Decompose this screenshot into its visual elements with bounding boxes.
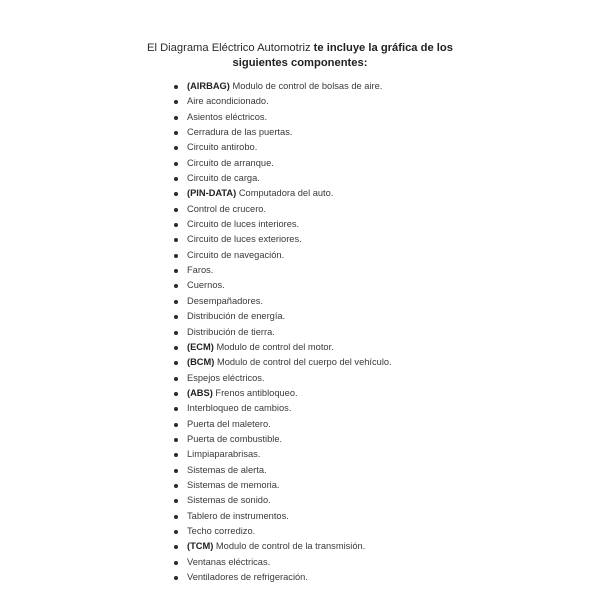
item-text: Faros. [187,265,214,276]
list-item [174,570,392,585]
list-item [174,232,392,247]
list-item [174,371,392,386]
bullet-icon [174,515,178,519]
bullet-icon [174,484,178,488]
item-text: Circuito de arranque. [187,157,274,168]
bullet-icon [174,377,178,381]
list-item [174,447,392,462]
component-list [174,79,392,585]
list-item [174,140,392,155]
heading-prefix: El Diagrama Eléctrico Automotriz [147,42,314,54]
list-item [174,248,392,263]
item-text: Computadora del auto. [236,188,334,199]
bullet-icon [174,162,178,166]
list-item [174,171,392,186]
list-item [174,417,392,432]
item-text: Interbloqueo de cambios. [187,403,292,414]
list-item [174,186,392,201]
item-text: Tablero de instrumentos. [187,510,289,521]
bullet-icon [174,269,178,273]
bullet-icon [174,284,178,288]
item-text: Ventanas eléctricas. [187,556,271,567]
bullet-icon [174,254,178,258]
item-text: Puerta del maletero. [187,418,271,429]
item-tag: (BCM) [187,357,215,368]
intro-heading [120,41,480,71]
list-item [174,278,392,293]
list-item [174,355,392,370]
list-item [174,432,392,447]
bullet-icon [174,146,178,150]
item-text: Aire acondicionado. [187,96,269,107]
bullet-icon [174,530,178,534]
item-text: Circuito de navegación. [187,249,285,260]
bullet-icon [174,438,178,442]
item-text: Control de crucero. [187,203,267,214]
list-item [174,478,392,493]
item-text: Modulo de control del cuerpo del vehículo. [214,357,392,368]
list-item [174,539,392,554]
item-text: Desempañadores. [187,295,263,306]
bullet-icon [174,453,178,457]
item-text: Techo corredizo. [187,525,256,536]
list-item [174,202,392,217]
item-tag: (TCM) [187,541,214,552]
item-text: Frenos antibloqueo. [212,387,298,398]
list-item [174,156,392,171]
list-item [174,79,392,94]
list-item [174,294,392,309]
item-text: Circuito de luces interiores. [187,219,300,230]
bullet-icon [174,85,178,89]
bullet-icon [174,116,178,120]
item-text: Modulo de control de bolsas de aire. [229,81,383,91]
bullet-icon [174,561,178,565]
item-text: Espejos eléctricos. [187,372,265,383]
list-item [174,509,392,524]
list-item [174,325,392,340]
bullet-icon [174,361,178,365]
item-text: Circuito de carga. [187,173,260,184]
item-text: Distribución de energía. [187,311,286,322]
item-text: Asientos eléctricos. [187,111,268,122]
bullet-icon [174,576,178,580]
bullet-icon [174,423,178,427]
list-item [174,217,392,232]
bullet-icon [174,177,178,181]
bullet-icon [174,331,178,335]
list-item [174,263,392,278]
list-item [174,493,392,508]
bullet-icon [174,223,178,227]
bullet-icon [174,300,178,304]
item-tag: (ABS) [187,387,213,398]
bullet-icon [174,208,178,212]
item-text: Limpiaparabrisas. [187,449,261,460]
list-item [174,340,392,355]
item-tag: (AIRBAG) [187,81,230,91]
list-item [174,110,392,125]
bullet-icon [174,392,178,396]
item-text: Circuito antirobo. [187,142,258,153]
bullet-icon [174,545,178,549]
bullet-icon [174,499,178,503]
list-item [174,555,392,570]
bullet-icon [174,192,178,196]
item-tag: (PIN-DATA) [187,188,237,199]
bullet-icon [174,131,178,135]
item-text: Distribución de tierra. [187,326,275,337]
item-text: Cerradura de las puertas. [187,127,293,138]
list-item [174,309,392,324]
bullet-icon [174,346,178,350]
heading-bold-text: te incluye la gráfica de los siguientes componentes: [232,42,453,69]
item-text: Circuito de luces exteriores. [187,234,302,245]
bullet-icon [174,315,178,319]
item-text: Ventiladores de refrigeración. [187,572,308,582]
item-text: Modulo de control del motor. [213,341,334,352]
item-text: Sistemas de sonido. [187,495,271,506]
bullet-icon [174,238,178,242]
list-item [174,463,392,478]
bullet-icon [174,407,178,411]
item-text: Sistemas de memoria. [187,479,280,490]
item-tag: (ECM) [187,341,214,352]
item-text: Puerta de combustible. [187,433,283,444]
bullet-icon [174,469,178,473]
list-item [174,386,392,401]
list-item [174,401,392,416]
item-text: Modulo de control de la transmisión. [213,541,366,552]
list-item [174,125,392,140]
list-item [174,524,392,539]
bullet-icon [174,100,178,104]
item-text: Sistemas de alerta. [187,464,267,475]
item-text: Cuernos. [187,280,225,291]
list-item [174,94,392,109]
